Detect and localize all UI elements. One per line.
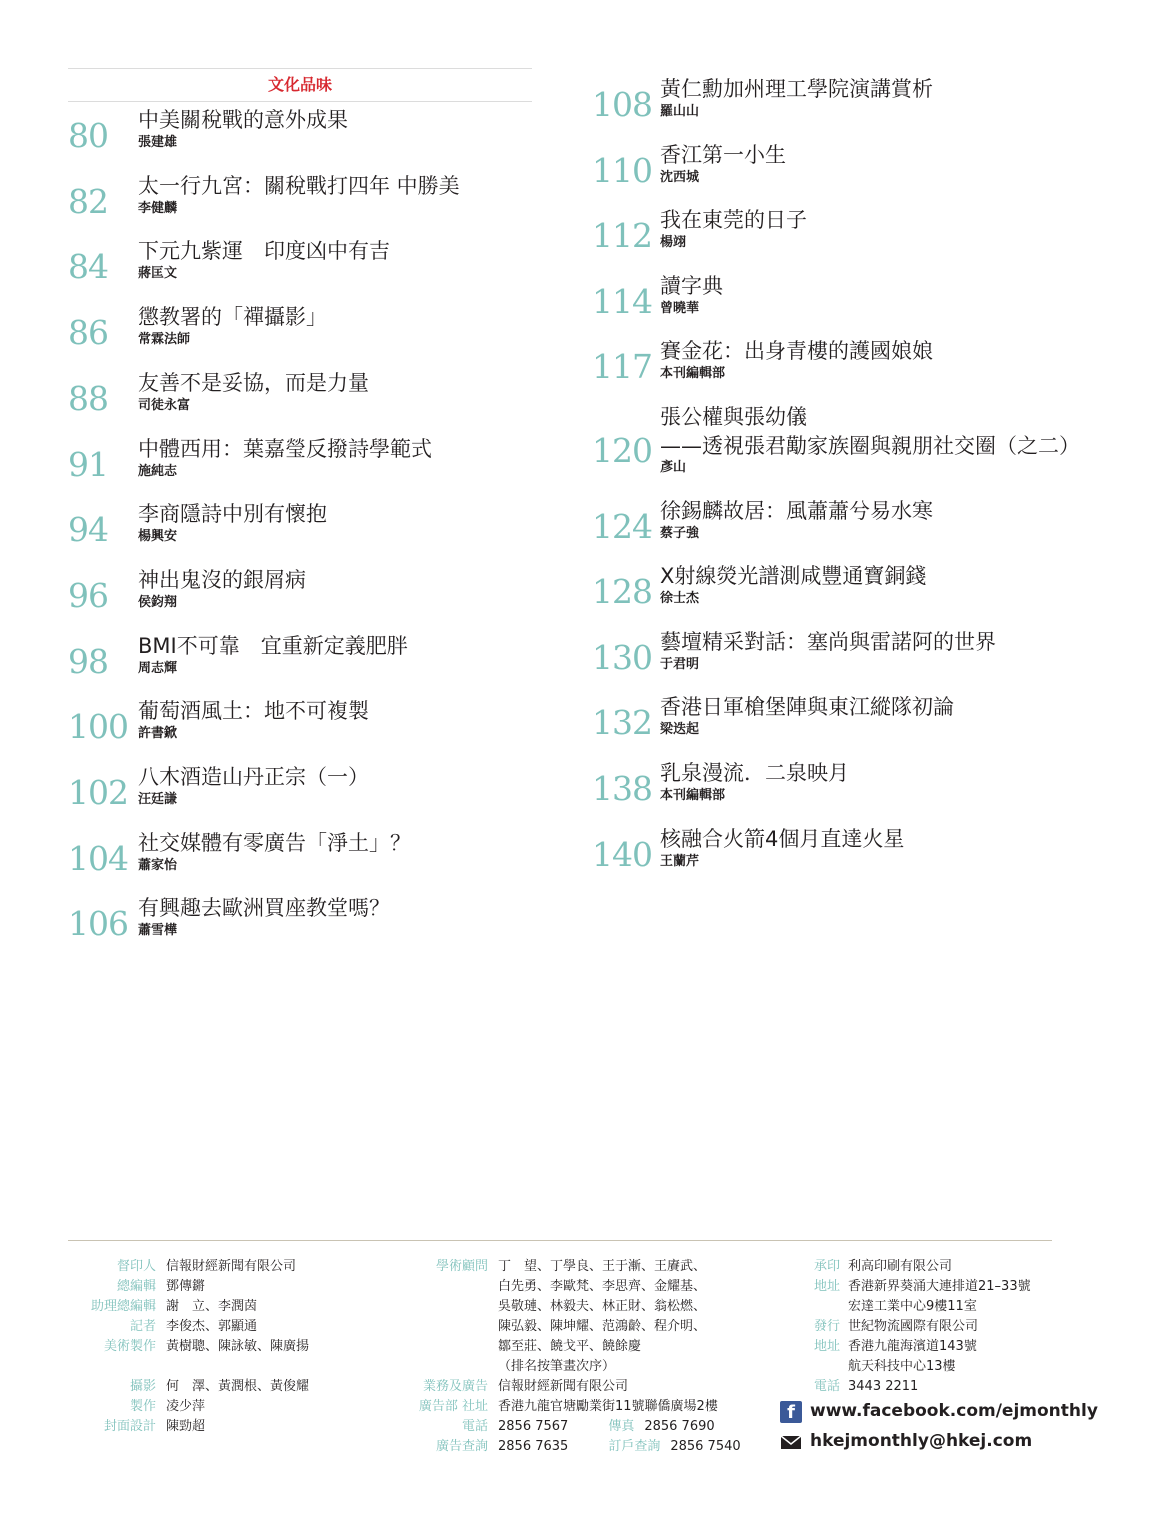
masthead-value-text: 利高印刷有限公司	[848, 1259, 953, 1274]
masthead-value-text: （排名按筆畫次序）	[498, 1359, 616, 1374]
article-title[interactable]: 李商隱詩中別有懷抱	[138, 502, 327, 527]
article-title[interactable]: 中體西用：葉嘉瑩反撥詩學範式	[138, 436, 432, 461]
article-title[interactable]: 我在東莞的日子	[660, 208, 807, 233]
article-title[interactable]: 葡萄酒風土：地不可複製	[138, 699, 369, 724]
masthead-label: 攝影	[129, 1379, 156, 1394]
masthead-label: 督印人	[116, 1259, 156, 1274]
masthead-value-text: 香港九龍官塘勵業街11號聯僑廣場2樓	[498, 1399, 718, 1414]
masthead-value-text: 白先勇、李歐梵、李思齊、金耀基、	[498, 1279, 707, 1294]
masthead-value-text: 吳敬璉、林毅夫、林正財、翁松燃、	[498, 1299, 707, 1314]
article-author: 侯鈞翔	[138, 594, 178, 610]
masthead-value	[498, 1437, 741, 1457]
article-title[interactable]: 乳泉漫流．二泉映月	[660, 761, 849, 785]
masthead-value-text: 航天科技中心13樓	[848, 1359, 956, 1374]
masthead-value	[848, 1297, 977, 1317]
masthead-row	[68, 1317, 368, 1337]
masthead-value-text: 宏達工業中心9樓11室	[848, 1299, 977, 1314]
page-number: 88	[68, 378, 108, 418]
article-author: 羅山山	[660, 104, 700, 119]
page-number: 100	[68, 707, 128, 747]
article-author: 楊興安	[138, 529, 178, 545]
masthead-value-text: 香港新界葵涌大連排道21–33號	[848, 1279, 1031, 1294]
page-number: 114	[592, 281, 652, 321]
masthead-row	[68, 1357, 368, 1377]
masthead-value-text: 凌少萍	[166, 1399, 206, 1414]
article-author: 蔣匡文	[138, 266, 178, 282]
page-number: 80	[68, 116, 108, 155]
masthead-value	[498, 1297, 706, 1317]
masthead-value-text: 世紀物流國際有限公司	[848, 1319, 979, 1334]
masthead-value-text: 鄧傳鏘	[166, 1279, 206, 1294]
article-title[interactable]: 賽金花：出身青樓的護國娘娘	[660, 339, 933, 364]
page-number: 140	[592, 834, 652, 874]
page-number: 132	[592, 703, 652, 743]
masthead-row	[408, 1397, 748, 1417]
envelope-icon	[780, 1431, 802, 1453]
article-title[interactable]: X射線熒光譜測咸豐通寶銅錢	[660, 564, 927, 589]
masthead-row	[68, 1417, 368, 1437]
masthead-row	[68, 1377, 368, 1397]
article-title[interactable]: BMI不可靠 宜重新定義肥胖	[138, 633, 408, 658]
masthead-value	[848, 1377, 918, 1397]
masthead-row	[408, 1417, 748, 1437]
masthead-value	[498, 1277, 706, 1297]
masthead-value-text: 陳勁超	[166, 1419, 206, 1434]
masthead-column-staff	[68, 1257, 368, 1437]
masthead-row	[778, 1257, 1058, 1277]
article-author: 沈西城	[660, 169, 700, 185]
article-title[interactable]: 下元九紫運 印度凶中有吉	[138, 239, 390, 264]
article-title[interactable]: 八木酒造山丹正宗（一）	[138, 765, 369, 789]
masthead-value	[498, 1317, 706, 1337]
masthead-value	[166, 1337, 309, 1357]
article-author: 蕭雪樺	[138, 923, 178, 939]
article-title[interactable]: 有興趣去歐洲買座教堂嗎？	[138, 896, 390, 921]
masthead-value	[848, 1317, 978, 1337]
masthead-label: 廣告查詢	[435, 1439, 488, 1454]
masthead-label: 業務及廣告	[422, 1379, 488, 1394]
page-number: 130	[592, 637, 652, 677]
facebook-icon: f	[780, 1401, 802, 1423]
masthead-row	[68, 1297, 368, 1317]
article-title[interactable]: 讀字典	[660, 273, 723, 298]
page-number: 108	[592, 85, 652, 124]
article-title[interactable]: 香江第一小生	[660, 142, 786, 167]
article-title[interactable]: 藝壇精采對話：塞尚與雷諾阿的世界	[660, 629, 996, 654]
article-title[interactable]: 徐錫麟故居：風蕭蕭兮易水寒	[660, 498, 933, 523]
masthead-label-secondary: 訂戶查詢	[608, 1439, 661, 1454]
article-subtitle: ——透視張君勱家族圈與親朋社交圈（之二）	[660, 434, 1080, 458]
masthead-value-text: 香港九龍海濱道143號	[848, 1339, 977, 1354]
page-number: 91	[68, 444, 108, 484]
page-number: 128	[592, 572, 652, 612]
masthead-value	[498, 1357, 615, 1377]
masthead-value	[166, 1397, 205, 1417]
article-title[interactable]: 社交媒體有零廣告「淨土」？	[138, 830, 411, 855]
masthead-column-printing	[778, 1257, 1098, 1457]
page-number: 102	[68, 773, 128, 812]
masthead-row	[778, 1277, 1058, 1297]
masthead-value	[848, 1277, 1031, 1297]
page-number: 104	[68, 838, 128, 878]
masthead-label: 電話	[461, 1419, 488, 1434]
masthead-value-text: 3443 2211	[848, 1379, 919, 1394]
masthead-label: 學術顧問	[435, 1259, 488, 1274]
masthead-label: 電話	[813, 1379, 840, 1394]
article-author: 楊翊	[660, 235, 687, 251]
masthead-value	[498, 1257, 706, 1277]
masthead-row	[408, 1357, 748, 1377]
page-number: 110	[592, 150, 652, 190]
masthead-value-text: 李俊杰、郭顯通	[166, 1319, 258, 1334]
masthead-row	[68, 1277, 368, 1297]
masthead-value-secondary: 2856 7690	[644, 1419, 715, 1434]
masthead-value	[166, 1417, 205, 1437]
article-author: 梁迭起	[660, 722, 700, 738]
masthead-label: 封面設計	[103, 1419, 156, 1434]
masthead-value	[166, 1377, 309, 1397]
article-title[interactable]: 黃仁勳加州理工學院演講賞析	[660, 77, 933, 101]
masthead-value	[848, 1337, 977, 1357]
masthead-label: 發行	[813, 1319, 840, 1334]
masthead-row	[778, 1357, 1058, 1377]
masthead-row	[408, 1297, 748, 1317]
email-link[interactable]	[778, 1427, 1058, 1457]
article-title[interactable]: 張公權與張幼儀	[660, 405, 807, 429]
section-header: 文化品味	[68, 68, 532, 102]
masthead-value	[498, 1397, 718, 1417]
masthead-row	[408, 1437, 748, 1457]
masthead-label: 記者	[129, 1319, 156, 1334]
masthead-label: 製作	[129, 1399, 156, 1414]
article-author: 徐士杰	[660, 591, 700, 607]
page-number: 106	[68, 904, 128, 944]
masthead-row	[408, 1317, 748, 1337]
page-number: 86	[68, 313, 108, 353]
article-author: 本刊編輯部	[660, 366, 726, 382]
masthead-label-secondary: 傳真	[608, 1419, 635, 1434]
masthead-label: 美術製作	[103, 1339, 156, 1354]
masthead-row	[408, 1377, 748, 1397]
article-author: 于君明	[660, 656, 700, 672]
masthead-row	[68, 1397, 368, 1417]
masthead-value-text: 2856 7635	[498, 1439, 569, 1454]
article-author: 周志輝	[138, 660, 178, 676]
article-title[interactable]: 香港日軍槍堡陣與東江縱隊初論	[660, 695, 954, 720]
article-author: 彥山	[660, 460, 687, 475]
masthead-value	[848, 1257, 952, 1277]
page-number: 120	[592, 431, 652, 470]
article-author: 蔡子強	[660, 525, 700, 541]
masthead-value	[166, 1257, 296, 1277]
page-number: 94	[68, 510, 108, 550]
masthead-value-text: 丁 望、丁學良、王于漸、王賡武、	[498, 1259, 707, 1274]
article-author: 李健麟	[138, 200, 178, 216]
masthead-value	[498, 1377, 628, 1397]
masthead-column-advisors	[408, 1257, 748, 1457]
masthead-value-text: 信報財經新聞有限公司	[166, 1259, 297, 1274]
masthead-row	[408, 1277, 748, 1297]
masthead-label: 總編輯	[116, 1279, 156, 1294]
masthead-value	[166, 1277, 205, 1297]
facebook-url[interactable]: www.facebook.com/ejmonthly	[810, 1401, 1098, 1421]
masthead-label: 助理總編輯	[90, 1299, 156, 1314]
masthead-row	[778, 1377, 1058, 1397]
article-author: 施純志	[138, 463, 178, 479]
masthead-value-text: 何 澤、黃潤根、黃俊耀	[166, 1379, 310, 1394]
masthead-label: 地址	[813, 1279, 840, 1294]
masthead-label: 地址	[813, 1339, 840, 1354]
masthead-value	[166, 1297, 257, 1317]
masthead-value-text: 黃樹聰、陳詠敏、陳廣揚	[166, 1339, 310, 1354]
article-author: 本刊編輯部	[660, 788, 726, 803]
article-title[interactable]: 神出鬼沒的銀屑病	[138, 567, 306, 592]
masthead-value-secondary: 2856 7540	[670, 1439, 741, 1454]
masthead-value-text: 2856 7567	[498, 1419, 569, 1434]
facebook-link[interactable]	[778, 1397, 1098, 1427]
page-number: 82	[68, 181, 108, 221]
masthead-label: 承印	[813, 1259, 840, 1274]
article-author: 蕭家怡	[138, 857, 178, 873]
page-number: 112	[592, 216, 652, 256]
masthead-row	[408, 1257, 748, 1277]
article-title[interactable]: 友善不是妥協，而是力量	[138, 370, 369, 395]
article-title[interactable]: 太一行九宮：關稅戰打四年 中勝美	[138, 173, 460, 198]
masthead-value-text: 陳弘毅、陳坤耀、范鴻齡、程介明、	[498, 1319, 707, 1334]
article-author: 汪廷謙	[138, 792, 178, 807]
email-address[interactable]: hkejmonthly@hkej.com	[810, 1431, 1033, 1451]
article-title[interactable]: 懲教署的「禪攝影」	[138, 305, 327, 330]
masthead-value-text: 信報財經新聞有限公司	[498, 1379, 629, 1394]
masthead-value-text: 謝 立、李潤茵	[166, 1299, 258, 1314]
page-number: 98	[68, 641, 108, 681]
masthead-row	[778, 1317, 1058, 1337]
page-number: 138	[592, 769, 652, 808]
article-author: 常霖法師	[138, 332, 191, 348]
masthead-row	[778, 1297, 1058, 1317]
masthead-row	[778, 1337, 1058, 1357]
article-author: 許書鍁	[138, 726, 178, 742]
article-author: 王蘭芹	[660, 853, 700, 869]
article-author: 曾曉華	[660, 300, 700, 316]
page-number: 124	[592, 506, 652, 546]
article-title[interactable]: 中美關稅戰的意外成果	[138, 108, 348, 132]
article-author: 司徒永富	[138, 397, 191, 413]
article-title[interactable]: 核融合火箭4個月直達火星	[660, 826, 905, 851]
masthead-label: 廣告部 社址	[418, 1399, 488, 1414]
masthead-row	[408, 1337, 748, 1357]
article-author: 張建雄	[138, 135, 178, 150]
masthead-row	[68, 1257, 368, 1277]
masthead-footer	[68, 1240, 1098, 1501]
masthead-value	[498, 1337, 641, 1357]
masthead-row	[68, 1337, 368, 1357]
page-number: 96	[68, 575, 108, 615]
masthead-value-text: 鄒至莊、饒戈平、饒餘慶	[498, 1339, 642, 1354]
masthead-value	[166, 1317, 257, 1337]
masthead-value	[498, 1417, 715, 1437]
page-number: 84	[68, 247, 108, 287]
masthead-value	[848, 1357, 956, 1377]
page-number: 117	[592, 347, 652, 387]
